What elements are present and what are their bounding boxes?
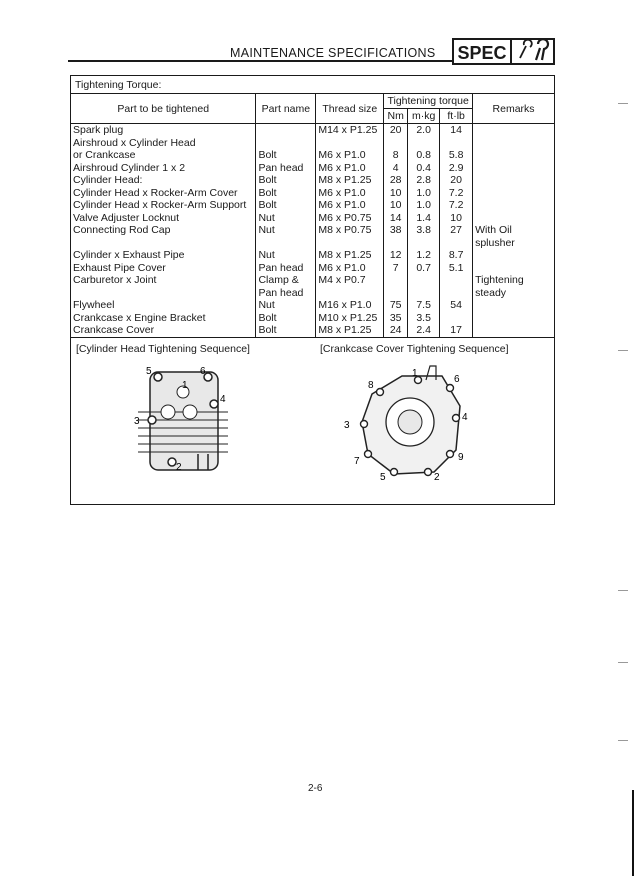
cell-part: Carburetor x Joint xyxy=(71,274,256,299)
col-header-torque: Tightening torque xyxy=(384,94,473,109)
table-row xyxy=(71,212,555,225)
page-number: 2-6 xyxy=(308,783,323,794)
cell-remarks xyxy=(473,249,555,262)
crank-label: 2 xyxy=(434,472,440,483)
cell-part: Cylinder x Exhaust Pipe xyxy=(71,249,256,262)
cell-part: Cylinder Head: xyxy=(71,174,256,187)
cell-name: Bolt xyxy=(256,312,316,325)
cell-mkg xyxy=(408,137,440,150)
cell-nm: 12 xyxy=(384,249,408,262)
crank-label: 3 xyxy=(344,420,350,431)
cell-mkg: 3.8 xyxy=(408,224,440,249)
cyl-label: 4 xyxy=(220,394,226,405)
cell-nm: 35 xyxy=(384,312,408,325)
cell-nm: 14 xyxy=(384,212,408,225)
table-row xyxy=(71,274,555,299)
cell-remarks xyxy=(473,174,555,187)
table-row xyxy=(71,162,555,175)
cell-remarks xyxy=(473,187,555,200)
cell-nm: 4 xyxy=(384,162,408,175)
crank-label: 6 xyxy=(454,374,460,385)
margin-mark xyxy=(618,350,628,351)
cell-part: Connecting Rod Cap xyxy=(71,224,256,249)
table-row xyxy=(71,312,555,325)
cell-remarks xyxy=(473,137,555,150)
cell-part: Cylinder Head x Rocker-Arm Cover xyxy=(71,187,256,200)
table-row xyxy=(71,324,555,337)
cell-thread: M6 x P1.0 xyxy=(316,262,384,275)
table-row xyxy=(71,124,555,137)
cell-mkg: 7.5 xyxy=(408,299,440,312)
table-row xyxy=(71,149,555,162)
cell-remarks xyxy=(473,162,555,175)
cell-ftlb: 17 xyxy=(440,324,473,337)
cyl-label: 2 xyxy=(176,462,182,473)
cell-mkg: 0.7 xyxy=(408,262,440,275)
table-row xyxy=(71,187,555,200)
spec-badge: SPEC xyxy=(452,38,512,65)
cell-ftlb xyxy=(440,274,473,299)
cell-remarks: With Oil splusher xyxy=(473,224,555,249)
cell-name: Nut xyxy=(256,212,316,225)
cell-name xyxy=(256,124,316,137)
cell-nm xyxy=(384,137,408,150)
cell-part: Valve Adjuster Locknut xyxy=(71,212,256,225)
wrench-icon xyxy=(512,38,555,65)
cell-ftlb: 7.2 xyxy=(440,187,473,200)
table-row xyxy=(71,174,555,187)
cell-ftlb: 5.8 xyxy=(440,149,473,162)
cell-thread: M6 x P0.75 xyxy=(316,212,384,225)
table-row xyxy=(71,262,555,275)
torque-table xyxy=(70,93,555,338)
cell-mkg: 1.4 xyxy=(408,212,440,225)
crank-label: 1 xyxy=(412,368,418,379)
col-header-remarks: Remarks xyxy=(473,94,555,124)
cell-nm xyxy=(384,274,408,299)
cell-ftlb xyxy=(440,312,473,325)
cyl-label: 6 xyxy=(200,366,206,377)
cylinder-head-diagram xyxy=(128,362,238,482)
unit-mkg: m·kg xyxy=(408,109,440,124)
cell-remarks xyxy=(473,212,555,225)
cell-name: Bolt xyxy=(256,324,316,337)
cell-thread: M8 x P1.25 xyxy=(316,324,384,337)
cell-mkg xyxy=(408,274,440,299)
table-row xyxy=(71,224,555,249)
cell-remarks xyxy=(473,124,555,137)
margin-bar xyxy=(632,790,634,876)
cell-name: Bolt xyxy=(256,174,316,187)
cell-name: Clamp & Pan head xyxy=(256,274,316,299)
cell-name: Bolt xyxy=(256,199,316,212)
table-row xyxy=(71,137,555,150)
cell-nm: 7 xyxy=(384,262,408,275)
cell-ftlb: 5.1 xyxy=(440,262,473,275)
cell-part: Cylinder Head x Rocker-Arm Support xyxy=(71,199,256,212)
cell-ftlb: 54 xyxy=(440,299,473,312)
cell-ftlb: 10 xyxy=(440,212,473,225)
col-header-part: Part to be tightened xyxy=(71,94,256,124)
cell-remarks xyxy=(473,199,555,212)
header-rule xyxy=(68,60,452,62)
cell-thread: M10 x P1.25 xyxy=(316,312,384,325)
unit-nm: Nm xyxy=(384,109,408,124)
cell-mkg: 1.2 xyxy=(408,249,440,262)
cell-ftlb: 27 xyxy=(440,224,473,249)
cell-nm: 20 xyxy=(384,124,408,137)
cell-part: Airshroud x Cylinder Head xyxy=(71,137,256,150)
cell-part: Flywheel xyxy=(71,299,256,312)
cell-ftlb xyxy=(440,137,473,150)
table-row xyxy=(71,249,555,262)
cell-name: Nut xyxy=(256,299,316,312)
margin-mark xyxy=(618,103,628,104)
unit-ftlb: ft·lb xyxy=(440,109,473,124)
caption-cylinder-head: [Cylinder Head Tightening Sequence] xyxy=(76,343,250,355)
cell-part: Spark plug xyxy=(71,124,256,137)
cell-name: Nut xyxy=(256,224,316,249)
cell-name: Nut xyxy=(256,249,316,262)
cell-part: Crankcase Cover xyxy=(71,324,256,337)
cell-mkg: 1.0 xyxy=(408,199,440,212)
table-row xyxy=(71,299,555,312)
crank-label: 5 xyxy=(380,472,386,483)
cyl-label: 3 xyxy=(134,416,140,427)
cell-mkg: 1.0 xyxy=(408,187,440,200)
cell-remarks: Tightening steady xyxy=(473,274,555,299)
cell-nm: 75 xyxy=(384,299,408,312)
cell-nm: 24 xyxy=(384,324,408,337)
cell-ftlb: 20 xyxy=(440,174,473,187)
cell-thread: M6 x P1.0 xyxy=(316,149,384,162)
cell-nm: 28 xyxy=(384,174,408,187)
cell-ftlb: 7.2 xyxy=(440,199,473,212)
cell-thread: M4 x P0.7 xyxy=(316,274,384,299)
table-row xyxy=(71,199,555,212)
crank-label: 9 xyxy=(458,452,464,463)
cell-thread: M8 x P1.25 xyxy=(316,174,384,187)
col-header-thread: Thread size xyxy=(316,94,384,124)
cyl-label: 5 xyxy=(146,366,152,377)
cell-mkg: 2.4 xyxy=(408,324,440,337)
cell-nm: 8 xyxy=(384,149,408,162)
cell-remarks xyxy=(473,299,555,312)
cell-thread: M6 x P1.0 xyxy=(316,162,384,175)
cell-thread: M6 x P1.0 xyxy=(316,187,384,200)
cell-thread: M16 x P1.0 xyxy=(316,299,384,312)
section-title: Tightening Torque: xyxy=(75,79,162,91)
cell-remarks xyxy=(473,262,555,275)
cyl-label: 1 xyxy=(182,380,188,391)
cell-part: Crankcase x Engine Bracket xyxy=(71,312,256,325)
crank-label: 7 xyxy=(354,456,360,467)
crank-label: 8 xyxy=(368,380,374,391)
cell-thread xyxy=(316,137,384,150)
cell-ftlb: 14 xyxy=(440,124,473,137)
cell-name: Bolt xyxy=(256,187,316,200)
cell-nm: 38 xyxy=(384,224,408,249)
cell-mkg: 2.8 xyxy=(408,174,440,187)
cell-name: Pan head xyxy=(256,262,316,275)
cell-nm: 10 xyxy=(384,187,408,200)
cell-mkg: 0.8 xyxy=(408,149,440,162)
margin-mark xyxy=(618,662,628,663)
crankcase-cover-diagram xyxy=(338,362,476,486)
cell-ftlb: 8.7 xyxy=(440,249,473,262)
cell-thread: M6 x P1.0 xyxy=(316,199,384,212)
caption-crankcase-cover: [Crankcase Cover Tightening Sequence] xyxy=(320,343,509,355)
cell-nm: 10 xyxy=(384,199,408,212)
col-header-part-name: Part name xyxy=(256,94,316,124)
cell-part: Airshroud Cylinder 1 x 2 xyxy=(71,162,256,175)
cell-remarks xyxy=(473,324,555,337)
cell-remarks xyxy=(473,149,555,162)
cell-thread: M8 x P1.25 xyxy=(316,249,384,262)
cell-part: or Crankcase xyxy=(71,149,256,162)
cell-ftlb: 2.9 xyxy=(440,162,473,175)
margin-mark xyxy=(618,590,628,591)
cell-thread: M8 x P0.75 xyxy=(316,224,384,249)
cell-remarks xyxy=(473,312,555,325)
cell-mkg: 3.5 xyxy=(408,312,440,325)
cell-mkg: 2.0 xyxy=(408,124,440,137)
cell-part: Exhaust Pipe Cover xyxy=(71,262,256,275)
cell-mkg: 0.4 xyxy=(408,162,440,175)
cell-name: Pan head xyxy=(256,162,316,175)
margin-mark xyxy=(618,740,628,741)
crank-label: 4 xyxy=(462,412,468,423)
page-header-title: MAINTENANCE SPECIFICATIONS xyxy=(230,46,436,60)
cell-name: Bolt xyxy=(256,149,316,162)
cell-name xyxy=(256,137,316,150)
cell-thread: M14 x P1.25 xyxy=(316,124,384,137)
